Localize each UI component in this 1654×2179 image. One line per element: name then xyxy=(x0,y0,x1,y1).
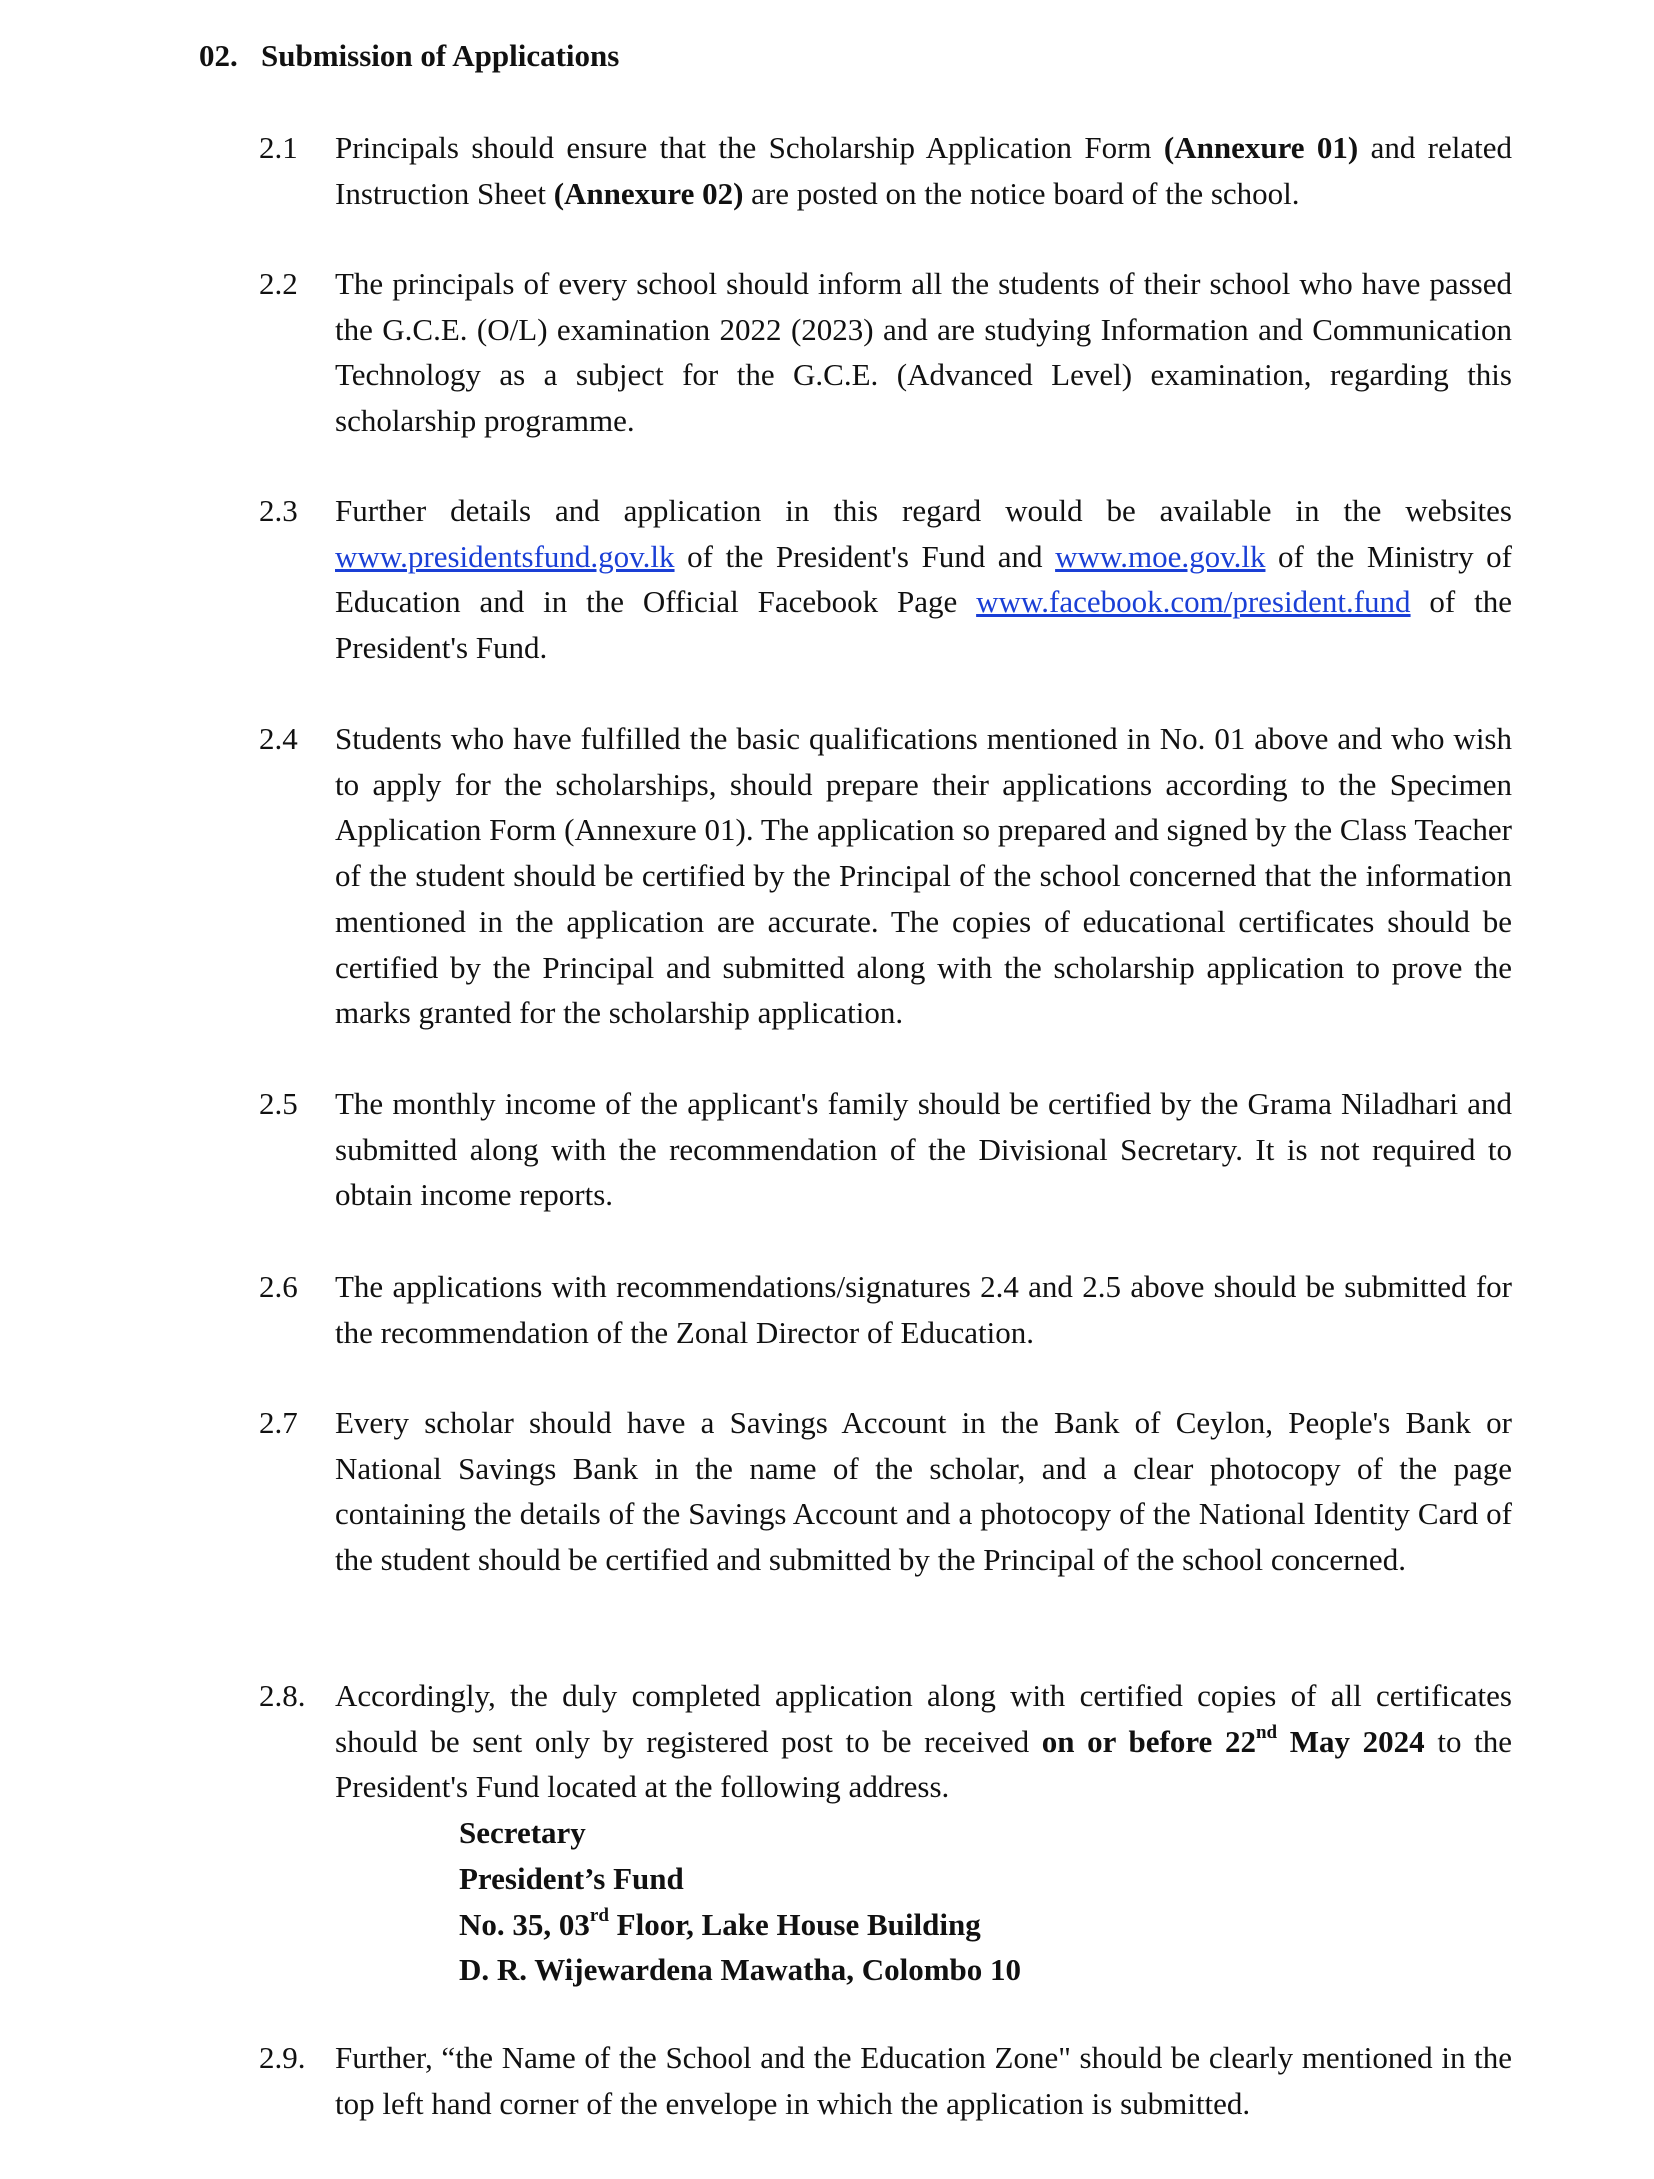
text-run: to the President's Fund located at the following address. xyxy=(335,1723,1512,1805)
address-line-organization: President’s Fund xyxy=(459,1860,684,1896)
paragraph-number: 2.3 xyxy=(259,493,298,528)
address-line-street: D. R. Wijewardena Mawatha, Colombo 10 xyxy=(459,1952,1022,1988)
paragraph-2-2 xyxy=(259,261,1512,444)
section-heading xyxy=(199,38,619,74)
address-line-building xyxy=(459,1902,1512,1948)
presidentsfund-website-link[interactable]: www.presidentsfund.gov.lk xyxy=(335,538,675,574)
text-run: on or before 22 xyxy=(1041,1723,1256,1759)
paragraph-2-5 xyxy=(259,1081,1512,1218)
text-run: of the Ministry of Education and in the Official Facebook Page xyxy=(335,538,1513,620)
section-title: Submission of Applications xyxy=(261,38,620,73)
paragraph-text xyxy=(335,488,1512,671)
paragraph-2-7 xyxy=(259,1400,1512,1583)
paragraph-text: Students who have fulfilled the basic qualifications mentioned in No. 01 above and who wish to apply for the scholarships, should prepare their applications according to the Specimen Application Form (Annexure 01). The application so prepared and signed by the Class Teacher of the student should be certified by the Principal of the school concerned that the information mentioned in the application are accurate. The copies of educational certificates should be certified by the Principal and submitted along with the scholarship application to prove the marks granted for the scholarship application. xyxy=(335,721,1512,1031)
paragraph-number: 2.7 xyxy=(259,1405,298,1440)
text-run: of the President's Fund and xyxy=(674,538,1056,574)
address-line-recipient: Secretary xyxy=(459,1815,586,1851)
paragraph-number: 2.8. xyxy=(259,1678,306,1713)
paragraph-number: 2.2 xyxy=(259,266,298,301)
annexure-01-ref: (Annexure 01) xyxy=(1163,130,1359,165)
paragraph-text xyxy=(335,125,1512,216)
deadline-date xyxy=(1041,1721,1425,1759)
text-run: and related Instruction Sheet xyxy=(335,130,1512,211)
text-run: Further details and application in this regard would be available in the websites xyxy=(335,493,1512,528)
facebook-page-link[interactable]: www.facebook.com/president.fund xyxy=(976,584,1411,620)
paragraph-number: 2.5 xyxy=(259,1086,298,1121)
text-run: Accordingly, the duly completed application along with certified copies of all certificates should be sent only by registered post to be received xyxy=(335,1678,1512,1759)
paragraph-2-9 xyxy=(259,2035,1512,2126)
text-run: are posted on the notice board of the school. xyxy=(743,175,1300,211)
ordinal-suffix: rd xyxy=(589,1904,609,1926)
paragraph-text: Every scholar should have a Savings Account in the Bank of Ceylon, People's Bank or National Savings Bank in the name of the scholar, and a clear photocopy of the page containing the details of the Savings Account and a photocopy of the National Identity Card of the student should be certified and submitted by the Principal of the school concerned. xyxy=(335,1405,1512,1578)
text-run: May 2024 xyxy=(1277,1723,1425,1759)
section-number: 02. xyxy=(199,38,238,73)
paragraph-number: 2.6 xyxy=(259,1269,298,1304)
paragraph-number: 2.9. xyxy=(259,2040,306,2075)
paragraph-2-3 xyxy=(259,488,1512,671)
paragraph-text xyxy=(335,1673,1512,1810)
paragraph-2-4 xyxy=(259,716,1512,1036)
paragraph-text: The applications with recommendations/signatures 2.4 and 2.5 above should be submitted for the recommendation of the Zonal Director of Education. xyxy=(335,1269,1512,1350)
paragraph-text: Further, “the Name of the School and the Education Zone" should be clearly mentioned in the top left hand corner of the envelope in which the application is submitted. xyxy=(335,2040,1512,2121)
postal-address xyxy=(459,1810,1512,1993)
paragraph-2-6 xyxy=(259,1264,1512,1355)
paragraph-number: 2.1 xyxy=(259,130,298,165)
text-run: Floor, Lake House Building xyxy=(608,1906,981,1942)
paragraph-text: The monthly income of the applicant's family should be certified by the Grama Niladhari and submitted along with the recommendation of the Divisional Secretary. It is not required to obtain income reports. xyxy=(335,1086,1512,1213)
paragraph-2-8 xyxy=(259,1673,1512,1993)
text-run: of the President's Fund. xyxy=(335,584,1512,666)
ordinal-suffix: nd xyxy=(1255,1721,1278,1743)
paragraph-text: The principals of every school should inform all the students of their school who have passed the G.C.E. (O/L) examination 2022 (2023) and are studying Information and Communication Technology as a subject for the G.C.E. (Advanced Level) examination, regarding this scholarship programme. xyxy=(335,266,1512,439)
paragraph-2-1 xyxy=(259,125,1512,216)
moe-website-link[interactable]: www.moe.gov.lk xyxy=(1055,538,1266,574)
text-run: Principals should ensure that the Scholarship Application Form xyxy=(335,130,1164,165)
annexure-02-ref: (Annexure 02) xyxy=(553,175,744,211)
text-run: No. 35, 03 xyxy=(459,1906,590,1942)
paragraph-number: 2.4 xyxy=(259,721,298,756)
